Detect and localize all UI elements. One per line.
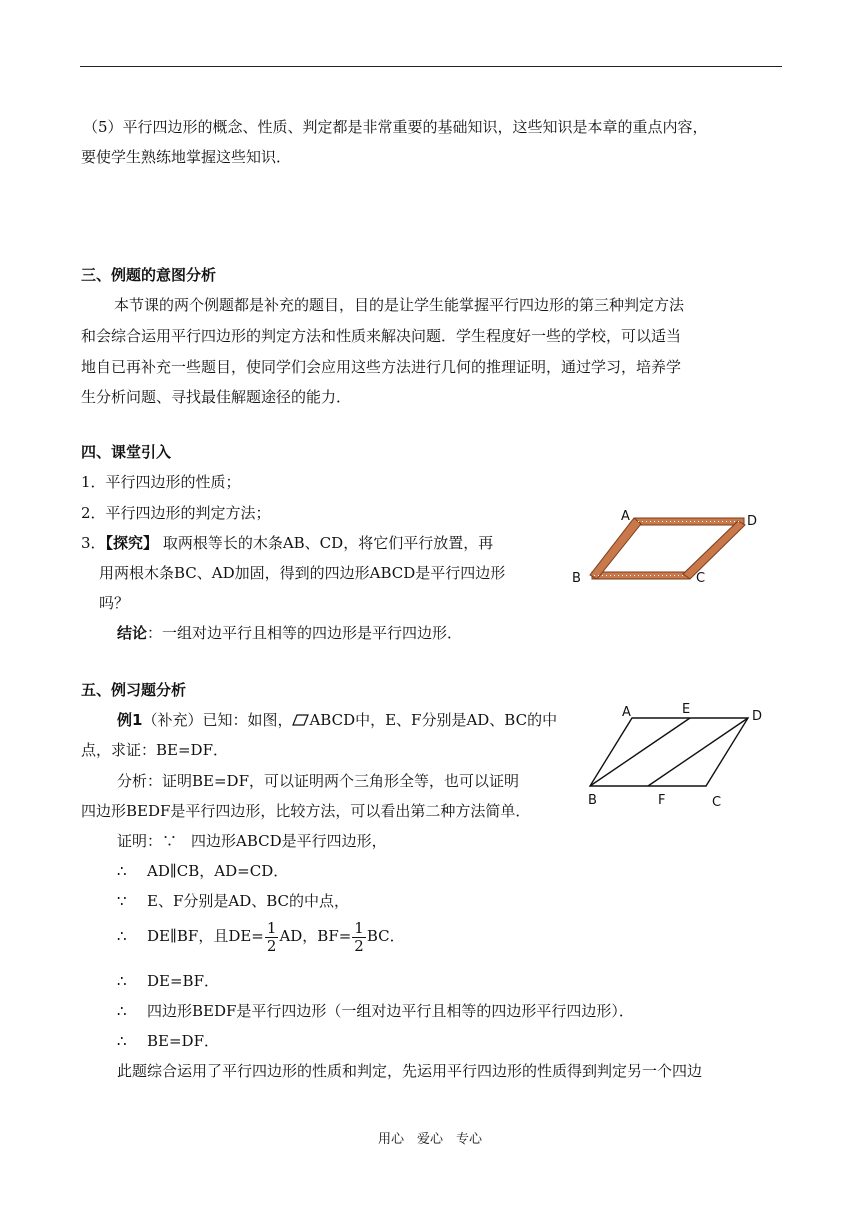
conclusion-text: ：一组对边平行且相等的四边形是平行四边形． xyxy=(147,624,463,642)
section4-item2: 2．平行四边形的判定方法； xyxy=(81,504,271,522)
analysis-line1: 分析：证明BE=DF，可以证明两个三角形全等，也可以证明 xyxy=(117,772,519,790)
proof-step2-text: AD∥CB，AD=CD． xyxy=(147,862,289,880)
proof-step3 xyxy=(117,891,349,911)
example1-line2: 点，求证：BE=DF． xyxy=(81,741,228,759)
section4-item3-line2: 用两根木条BC、AD加固，得到的四边形ABCD是平行四边形 xyxy=(99,564,506,582)
proof-step3-text: E、F分别是AD、BC的中点， xyxy=(147,892,349,910)
section4-item3-line3: 吗？ xyxy=(99,594,130,612)
header-rule xyxy=(80,66,782,67)
proof-step4-c: BC． xyxy=(366,927,405,945)
section3-line4: 生分析问题、寻找最佳解题途径的能力． xyxy=(81,388,352,406)
proof-step1 xyxy=(117,831,387,851)
parallelogram-bedf-figure xyxy=(586,698,776,810)
fig1-label-c: C xyxy=(696,571,706,586)
proof-step5 xyxy=(117,971,219,991)
para-5-line2: 要使学生熟练地掌握这些知识． xyxy=(81,148,292,166)
example-text-b: ABCD中，E、F分别是AD、BC的中 xyxy=(309,711,558,729)
fig1-label-a: A xyxy=(621,509,630,524)
proof-step4-symbol: ∴ xyxy=(117,927,127,945)
fraction-one-half: $\frac{1}{2}$ xyxy=(266,918,277,955)
fig2-label-e: E xyxy=(682,702,691,717)
proof-step6-text: 四边形BEDF是平行四边形（一组对边平行且相等的四边形平行四边形）． xyxy=(147,1002,634,1020)
section3-line1: 本节课的两个例题都是补充的题目，目的是让学生能掌握平行四边形的第三种判定方法 xyxy=(114,296,685,314)
proof-step4 xyxy=(117,916,405,956)
page-footer: 用心 爱心 专心 xyxy=(377,1132,482,1147)
proof-step7 xyxy=(117,1031,219,1051)
fraction-one-half-2: $\frac{1}{2}$ xyxy=(354,918,364,955)
wood-parallelogram-figure xyxy=(566,505,766,591)
section4-heading: 四、课堂引入 xyxy=(81,443,172,461)
proof-step2-symbol: ∴ xyxy=(117,862,127,880)
section3-line3: 地自已再补充一些题目，使同学们会应用这些方法进行几何的推理证明，通过学习，培养学 xyxy=(81,358,682,376)
closing-line: 此题综合运用了平行四边形的性质和判定，先运用平行四边形的性质得到判定另一个四边 xyxy=(117,1062,703,1080)
figure-lines xyxy=(590,718,748,786)
proof-step1-text: 四边形ABCD是平行四边形， xyxy=(191,832,387,850)
proof-step4-b: AD，BF= xyxy=(279,927,352,945)
proof-step2 xyxy=(117,861,288,881)
example1-line1 xyxy=(117,710,557,730)
conclusion-label: 结论 xyxy=(117,624,148,642)
parallelogram-symbol-icon xyxy=(292,714,309,726)
section4-item1: 1．平行四边形的性质； xyxy=(81,473,241,491)
fig1-label-d: D xyxy=(747,514,758,529)
fig2-label-a: A xyxy=(622,705,631,720)
example-text-a: （补充）已知：如图， xyxy=(142,711,293,729)
item3-text: 取两根等长的木条AB、CD，将它们平行放置，再 xyxy=(158,534,494,552)
fig2-label-c: C xyxy=(712,795,722,810)
fig2-label-b: B xyxy=(588,793,597,808)
proof-step5-text: DE=BF． xyxy=(147,972,219,990)
proof-step6 xyxy=(117,1001,634,1021)
proof-step7-text: BE=DF． xyxy=(147,1032,219,1050)
section3-line2: 和会综合运用平行四边形的判定方法和性质来解决问题．学生程度好一些的学校，可以适当 xyxy=(81,327,682,345)
section3-heading: 三、例题的意图分析 xyxy=(81,266,217,284)
fig2-label-f: F xyxy=(658,793,666,808)
section4-item3 xyxy=(81,533,493,553)
wood-frame xyxy=(590,518,745,579)
proof-step3-symbol: ∵ xyxy=(117,892,127,910)
proof-step4-a: DE∥BF，且DE= xyxy=(147,927,264,945)
item3-prefix: 3． xyxy=(81,534,106,552)
proof-step6-symbol: ∴ xyxy=(117,1002,127,1020)
section5-heading: 五、例习题分析 xyxy=(81,681,187,699)
fig1-label-b: B xyxy=(572,571,581,586)
example-label: 例1 xyxy=(117,711,143,729)
proof-step5-symbol: ∴ xyxy=(117,972,127,990)
para-5-line1: （5）平行四边形的概念、性质、判定都是非常重要的基础知识，这些知识是本章的重点内容， xyxy=(83,118,708,136)
proof-step7-symbol: ∴ xyxy=(117,1032,127,1050)
section4-conclusion xyxy=(117,623,462,643)
fig2-label-d: D xyxy=(752,709,763,724)
proof-step1-symbol: 证明：∵ xyxy=(117,832,178,850)
explore-tag: 【探究】 xyxy=(105,534,159,552)
analysis-line2: 四边形BEDF是平行四边形，比较方法，可以看出第二种方法简单． xyxy=(81,802,531,820)
